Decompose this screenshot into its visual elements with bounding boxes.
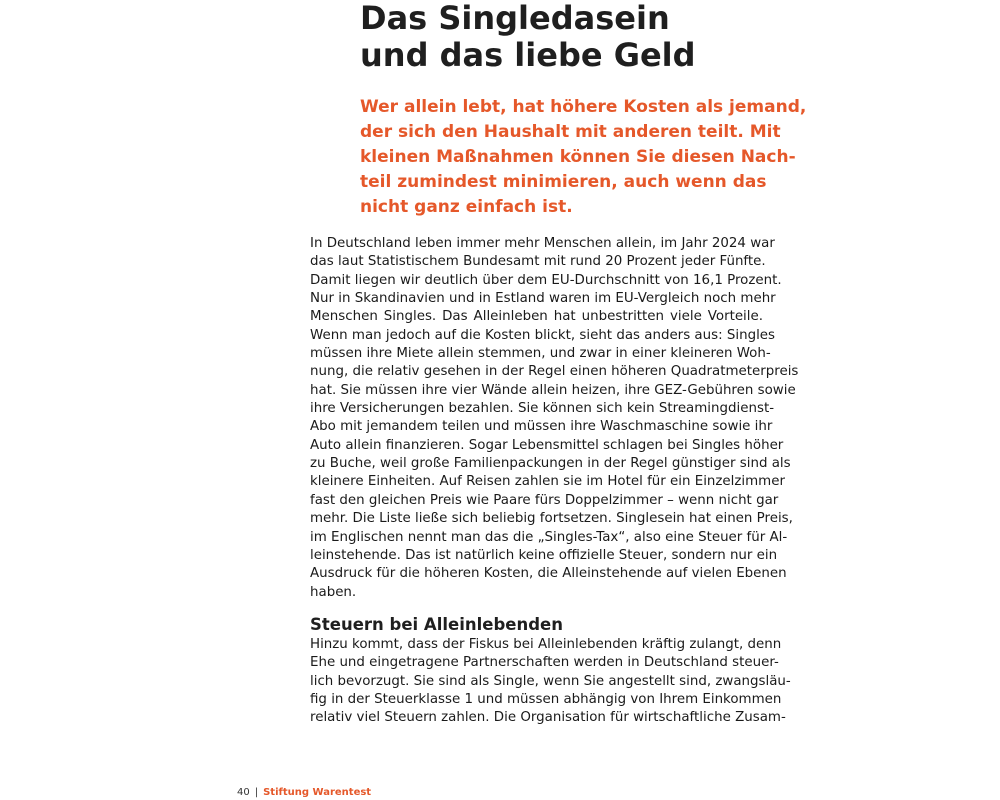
text-line: Ausdruck für die höheren Kosten, die Alleinstehende auf vielen Ebenen: [310, 566, 787, 582]
text-line: mehr. Die Liste ließe sich beliebig fortsetzen. Singlesein hat einen Preis,: [310, 511, 793, 527]
text-line: Menschen Singles. Das Alleinleben hat unbestritten viele Vorteile.: [310, 309, 763, 325]
text-line: nung, die relativ gesehen in der Regel einen höheren Quadratmeterpreis: [310, 364, 799, 380]
lead-line: der sich den Haushalt mit anderen teilt. Mit: [360, 122, 781, 142]
lead-line: teil zumindest minimieren, auch wenn das: [360, 172, 767, 192]
text-line: fig in der Steuerklasse 1 und müssen abhängig von Ihrem Einkommen: [310, 692, 782, 708]
text-line: Auto allein finanzieren. Sogar Lebensmittel schlagen bei Singles höher: [310, 437, 784, 453]
text-line: müssen ihre Miete allein stemmen, und zwar in einer kleineren Woh-: [310, 346, 771, 362]
text-line: lich bevorzugt. Sie sind als Single, wenn Sie angestellt sind, zwangsläu-: [310, 673, 791, 689]
section-heading: Steuern bei Alleinlebenden: [310, 615, 563, 634]
footer-separator: |: [254, 787, 259, 798]
text-line: das laut Statistischem Bundesamt mit rund 20 Prozent jeder Fünfte.: [310, 254, 766, 270]
lead-line: nicht ganz einfach ist.: [360, 197, 573, 217]
text-line: Abo mit jemandem teilen und müssen ihre Waschmaschine sowie ihr: [310, 419, 773, 435]
title-line-2: und das liebe Geld: [360, 36, 696, 74]
body-paragraph-2: [310, 636, 791, 728]
body-paragraph-1: [310, 235, 799, 602]
text-line: zu Buche, weil große Familienpackungen in der Regel günstiger sind als: [310, 456, 791, 472]
page-number: 40: [237, 787, 250, 798]
text-line: haben.: [310, 584, 357, 600]
lead-paragraph: [360, 95, 807, 220]
text-line: fast den gleichen Preis wie Paare fürs Doppelzimmer – wenn nicht gar: [310, 492, 779, 508]
page-footer: [237, 786, 371, 800]
text-line: hat. Sie müssen ihre vier Wände allein heizen, ihre GEZ-Gebühren sowie: [310, 382, 796, 398]
text-line: leinstehende. Das ist natürlich keine offizielle Steuer, sondern nur ein: [310, 547, 778, 563]
text-line: relativ viel Steuern zahlen. Die Organisation für wirtschaftliche Zusam-: [310, 710, 786, 726]
lead-line: Wer allein lebt, hat höhere Kosten als jemand,: [360, 97, 807, 117]
text-line: Hinzu kommt, dass der Fiskus bei Alleinlebenden kräftig zulangt, denn: [310, 637, 782, 652]
page-title: [360, 0, 780, 74]
text-line: kleinere Einheiten. Auf Reisen zahlen sie im Hotel für ein Einzelzimmer: [310, 474, 785, 490]
title-line-1: Das Singledasein: [360, 0, 670, 37]
text-line: Nur in Skandinavien und in Estland waren im EU-Vergleich noch mehr: [310, 291, 776, 307]
text-line: Damit liegen wir deutlich über dem EU-Durchschnitt von 16,1 Prozent.: [310, 272, 782, 288]
publisher-name: Stiftung Warentest: [263, 787, 372, 798]
text-line: Ehe und eingetragene Partnerschaften werden in Deutschland steuer-: [310, 655, 779, 671]
text-line: ihre Versicherungen bezahlen. Sie können sich kein Streamingdienst-: [310, 401, 775, 417]
text-line: In Deutschland leben immer mehr Menschen allein, im Jahr 2024 war: [310, 236, 775, 251]
text-line: im Englischen nennt man das die „Singles-Tax“, also eine Steuer für Al-: [310, 529, 788, 545]
lead-line: kleinen Maßnahmen können Sie diesen Nach-: [360, 147, 796, 167]
text-line: Wenn man jedoch auf die Kosten blickt, sieht das anders aus: Singles: [310, 327, 776, 343]
